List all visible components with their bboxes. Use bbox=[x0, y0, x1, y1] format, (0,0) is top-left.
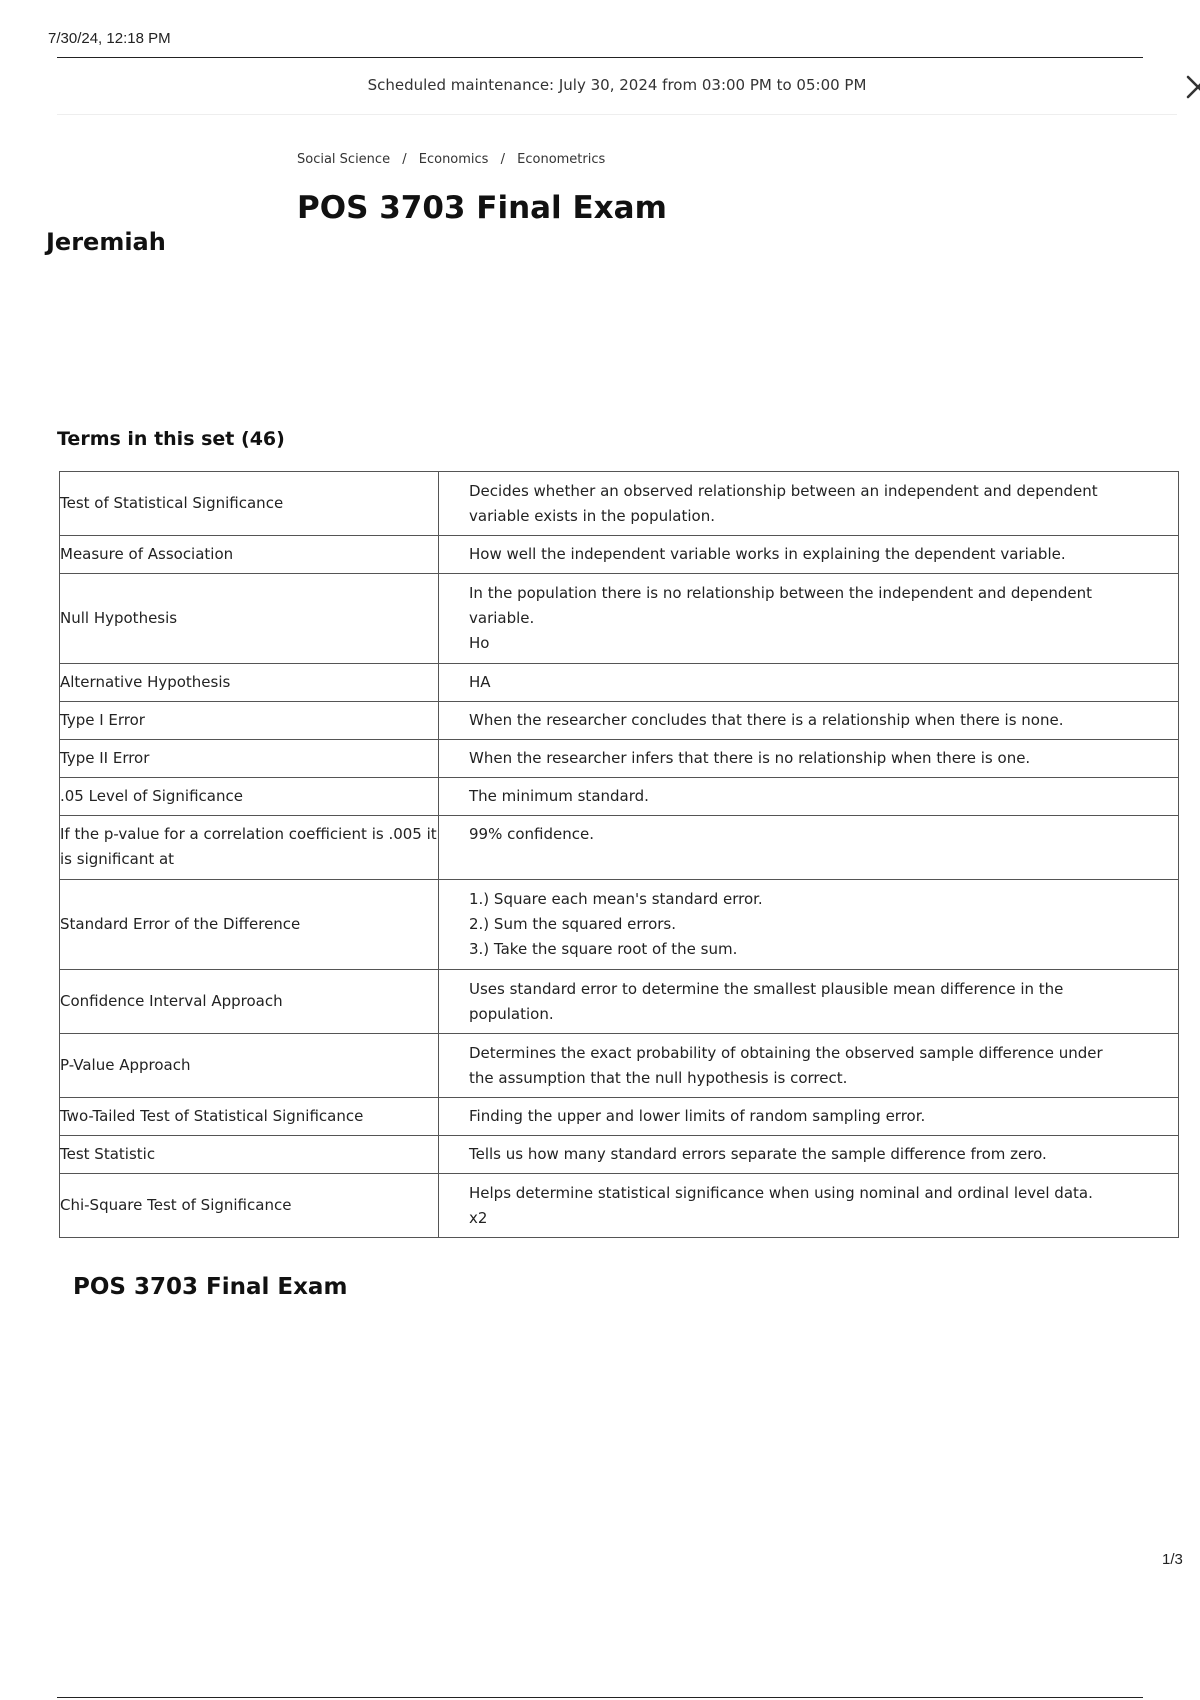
table-row bbox=[60, 970, 1179, 1034]
table-row bbox=[60, 472, 1179, 536]
footer-title: POS 3703 Final Exam bbox=[73, 1274, 348, 1300]
table-row bbox=[60, 816, 1179, 880]
maintenance-banner-text: Scheduled maintenance: July 30, 2024 from 03:00 PM to 05:00 PM bbox=[367, 76, 867, 94]
term-cell: Alternative Hypothesis bbox=[60, 664, 439, 702]
definition-line: 3.) Take the square root of the sum. bbox=[469, 940, 738, 958]
breadcrumb-item-economics[interactable]: Economics bbox=[418, 152, 489, 167]
terms-table bbox=[59, 471, 1179, 1238]
definition-cell bbox=[439, 1098, 1179, 1136]
breadcrumb-item-econometrics[interactable]: Econometrics bbox=[517, 152, 606, 167]
print-timestamp: 7/30/24, 12:18 PM bbox=[48, 30, 171, 47]
table-row bbox=[60, 1098, 1179, 1136]
table-row bbox=[60, 574, 1179, 664]
term-cell: If the p-value for a correlation coefficient is .005 it is significant at bbox=[60, 816, 439, 880]
definition-cell bbox=[439, 816, 1179, 880]
definition-line: Finding the upper and lower limits of random sampling error. bbox=[469, 1107, 926, 1125]
terms-heading: Terms in this set (46) bbox=[57, 428, 285, 450]
term-cell: Measure of Association bbox=[60, 536, 439, 574]
definition-line: Tells us how many standard errors separate the sample difference from zero. bbox=[469, 1145, 1047, 1163]
term-cell: P-Value Approach bbox=[60, 1034, 439, 1098]
breadcrumb-item-social-science[interactable]: Social Science bbox=[297, 152, 391, 167]
definition-line: The minimum standard. bbox=[469, 787, 649, 805]
definition-line: Decides whether an observed relationship between an independent and dependent bbox=[469, 481, 1098, 500]
definition-line: Uses standard error to determine the smallest plausible mean difference in the bbox=[469, 979, 1064, 998]
definition-line: variable. bbox=[469, 609, 535, 627]
bottom-divider bbox=[57, 1697, 1143, 1698]
table-row bbox=[60, 1136, 1179, 1174]
breadcrumb-separator: / bbox=[402, 152, 407, 167]
table-row bbox=[60, 702, 1179, 740]
maintenance-banner bbox=[57, 60, 1177, 115]
page-title: POS 3703 Final Exam bbox=[297, 190, 667, 226]
table-row bbox=[60, 880, 1179, 970]
definition-cell bbox=[439, 536, 1179, 574]
term-cell: .05 Level of Significance bbox=[60, 778, 439, 816]
definition-line: the assumption that the null hypothesis is correct. bbox=[469, 1068, 848, 1087]
author-name[interactable]: Jeremiah bbox=[46, 228, 166, 256]
definition-line: When the researcher infers that there is no relationship when there is one. bbox=[469, 749, 1031, 767]
definition-cell bbox=[439, 472, 1179, 536]
definition-line: 1.) Square each mean's standard error. bbox=[469, 890, 763, 908]
close-icon bbox=[1181, 70, 1200, 104]
term-cell: Test of Statistical Significance bbox=[60, 472, 439, 536]
definition-cell bbox=[439, 1136, 1179, 1174]
definition-line: In the population there is no relationship between the independent and dependent bbox=[469, 584, 1092, 602]
term-cell: Test Statistic bbox=[60, 1136, 439, 1174]
definition-cell bbox=[439, 1174, 1179, 1238]
table-row bbox=[60, 740, 1179, 778]
table-row bbox=[60, 778, 1179, 816]
table-row bbox=[60, 1174, 1179, 1238]
definition-cell bbox=[439, 778, 1179, 816]
definition-cell bbox=[439, 1034, 1179, 1098]
term-cell: Two-Tailed Test of Statistical Significance bbox=[60, 1098, 439, 1136]
definition-cell bbox=[439, 740, 1179, 778]
banner-close-button[interactable] bbox=[1181, 70, 1200, 104]
definition-line: population. bbox=[469, 1004, 554, 1023]
table-row bbox=[60, 664, 1179, 702]
term-cell: Type II Error bbox=[60, 740, 439, 778]
definition-cell bbox=[439, 880, 1179, 970]
definition-line: Determines the exact probability of obtaining the observed sample difference under bbox=[469, 1043, 1103, 1062]
term-cell: Standard Error of the Difference bbox=[60, 880, 439, 970]
term-cell: Confidence Interval Approach bbox=[60, 970, 439, 1034]
breadcrumb bbox=[297, 152, 605, 167]
definition-line: Helps determine statistical significance when using nominal and ordinal level data. bbox=[469, 1183, 1093, 1202]
definition-line: HA bbox=[469, 673, 491, 691]
definition-cell bbox=[439, 970, 1179, 1034]
page-number: 1/3 bbox=[1162, 1551, 1183, 1568]
term-cell: Chi-Square Test of Significance bbox=[60, 1174, 439, 1238]
definition-line: How well the independent variable works in explaining the dependent variable. bbox=[469, 545, 1066, 563]
definition-cell bbox=[439, 664, 1179, 702]
definition-cell bbox=[439, 574, 1179, 664]
breadcrumb-separator: / bbox=[500, 152, 505, 167]
table-row bbox=[60, 536, 1179, 574]
term-cell: Type I Error bbox=[60, 702, 439, 740]
terms-table-body bbox=[60, 472, 1179, 1238]
term-cell: Null Hypothesis bbox=[60, 574, 439, 664]
definition-line: 99% confidence. bbox=[469, 825, 594, 843]
definition-line: variable exists in the population. bbox=[469, 506, 715, 525]
definition-line: When the researcher concludes that there is a relationship when there is none. bbox=[469, 711, 1064, 729]
definition-line: 2.) Sum the squared errors. bbox=[469, 915, 677, 933]
definition-line: Ho bbox=[469, 634, 490, 652]
definition-line: x2 bbox=[469, 1208, 488, 1227]
definition-cell bbox=[439, 702, 1179, 740]
table-row bbox=[60, 1034, 1179, 1098]
top-divider bbox=[57, 57, 1143, 58]
